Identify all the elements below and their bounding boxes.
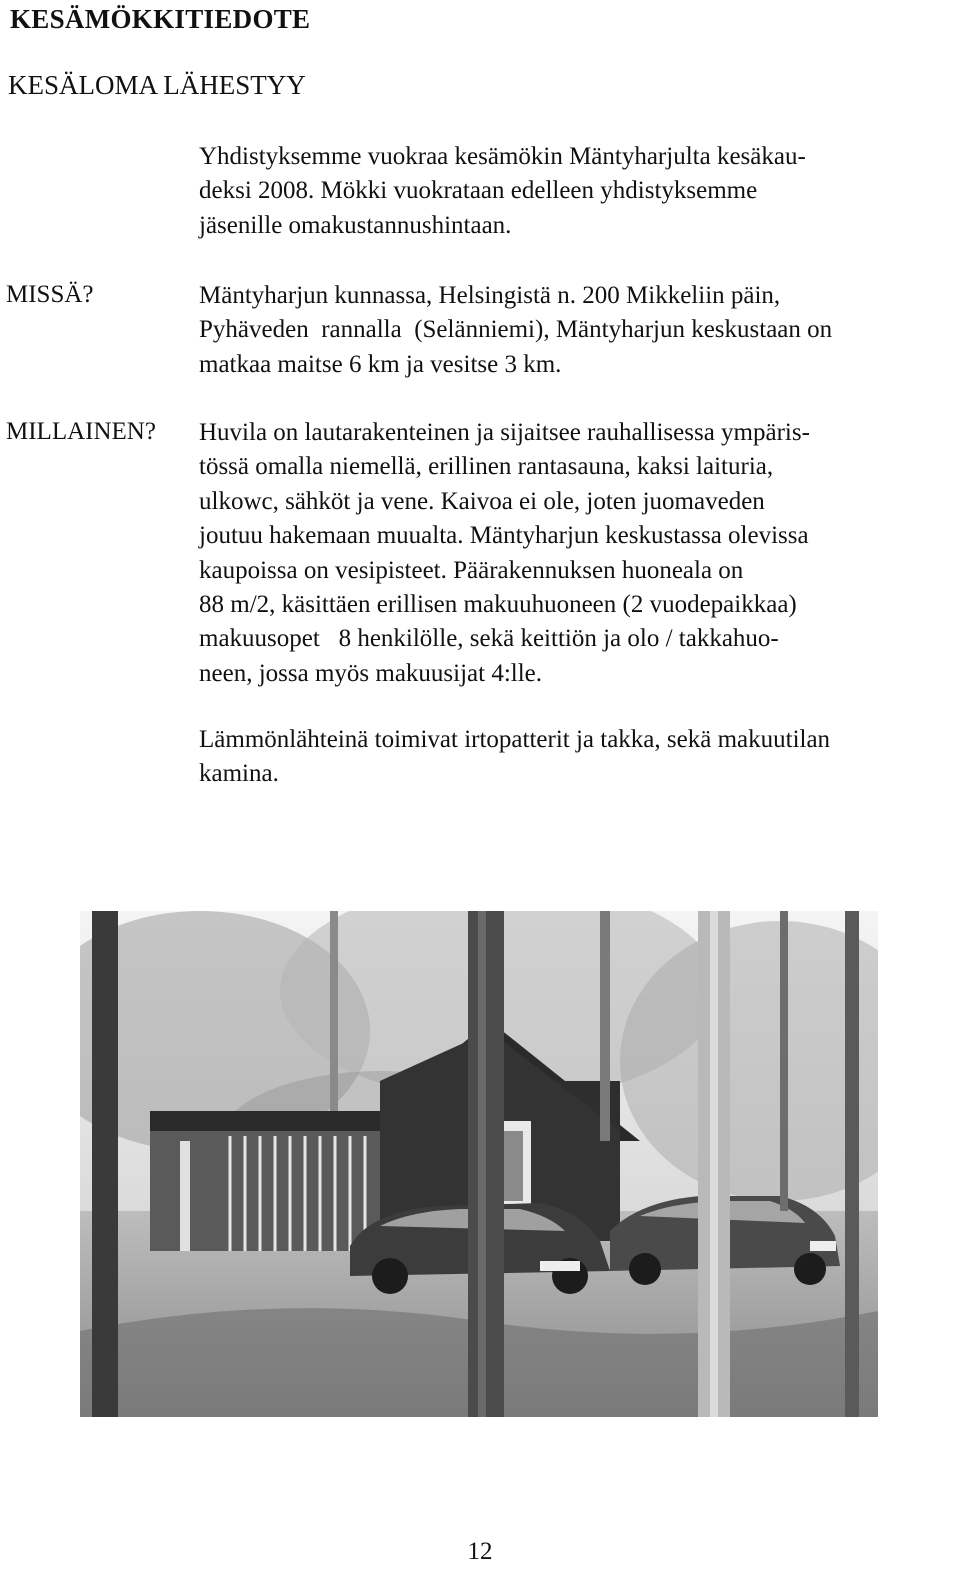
section-heading: KESÄLOMA LÄHESTYY [8, 70, 306, 100]
what-line: 88 m/2, käsittäen erillisen makuuhuoneen (2 vuodepaikkaa) [199, 591, 797, 619]
what-label: MILLAINEN? [6, 418, 156, 445]
intro-paragraph [199, 140, 959, 243]
where-line: Mäntyharjun kunnassa, Helsingistä n. 200 Mikkeliin päin, [199, 282, 781, 309]
what-line: neen, jossa myös makuusijat 4:lle. [199, 659, 543, 687]
where-label: MISSÄ? [6, 281, 94, 308]
intro-line: deksi 2008. Mökki vuokrataan edelleen yhdistyksemme [199, 177, 758, 205]
what-line: tössä omalla niemellä, erillinen rantasauna, kaksi laituria, [199, 453, 774, 481]
what-line: ulkowc, sähköt ja vene. Kaivoa ei ole, joten juomaveden [199, 487, 765, 515]
cottage-photo-illustration [80, 911, 878, 1417]
cottage-photo [80, 911, 878, 1417]
what-paragraph [199, 416, 959, 691]
where-line: Pyhäveden rannalla (Selänniemi), Mäntyharjun keskustaan on [199, 316, 833, 344]
heating-line: Lämmönlähteinä toimivat irtopatterit ja takka, sekä makuutilan [199, 726, 831, 753]
what-line: makuusopet 8 henkilölle, sekä keittiön ja olo / takkahuo- [199, 625, 779, 653]
heating-paragraph [199, 723, 959, 792]
what-line: Huvila on lautarakenteinen ja sijaitsee rauhallisessa ympäris- [199, 419, 810, 446]
heating-line: kamina. [199, 760, 279, 788]
intro-line: Yhdistyksemme vuokraa kesämökin Mäntyharjulta kesäkau- [199, 143, 806, 170]
where-paragraph [199, 279, 959, 382]
intro-line: jäsenille omakustannushintaan. [199, 211, 512, 239]
what-line: kaupoissa on vesipisteet. Päärakennuksen huoneala on [199, 556, 744, 584]
what-line: joutuu hakemaan muualta. Mäntyharjun keskustassa olevissa [199, 522, 809, 550]
document-title: KESÄMÖKKITIEDOTE [10, 4, 311, 34]
where-line: matkaa maitse 6 km ja vesitse 3 km. [199, 350, 562, 378]
page-number: 12 [467, 1538, 493, 1565]
